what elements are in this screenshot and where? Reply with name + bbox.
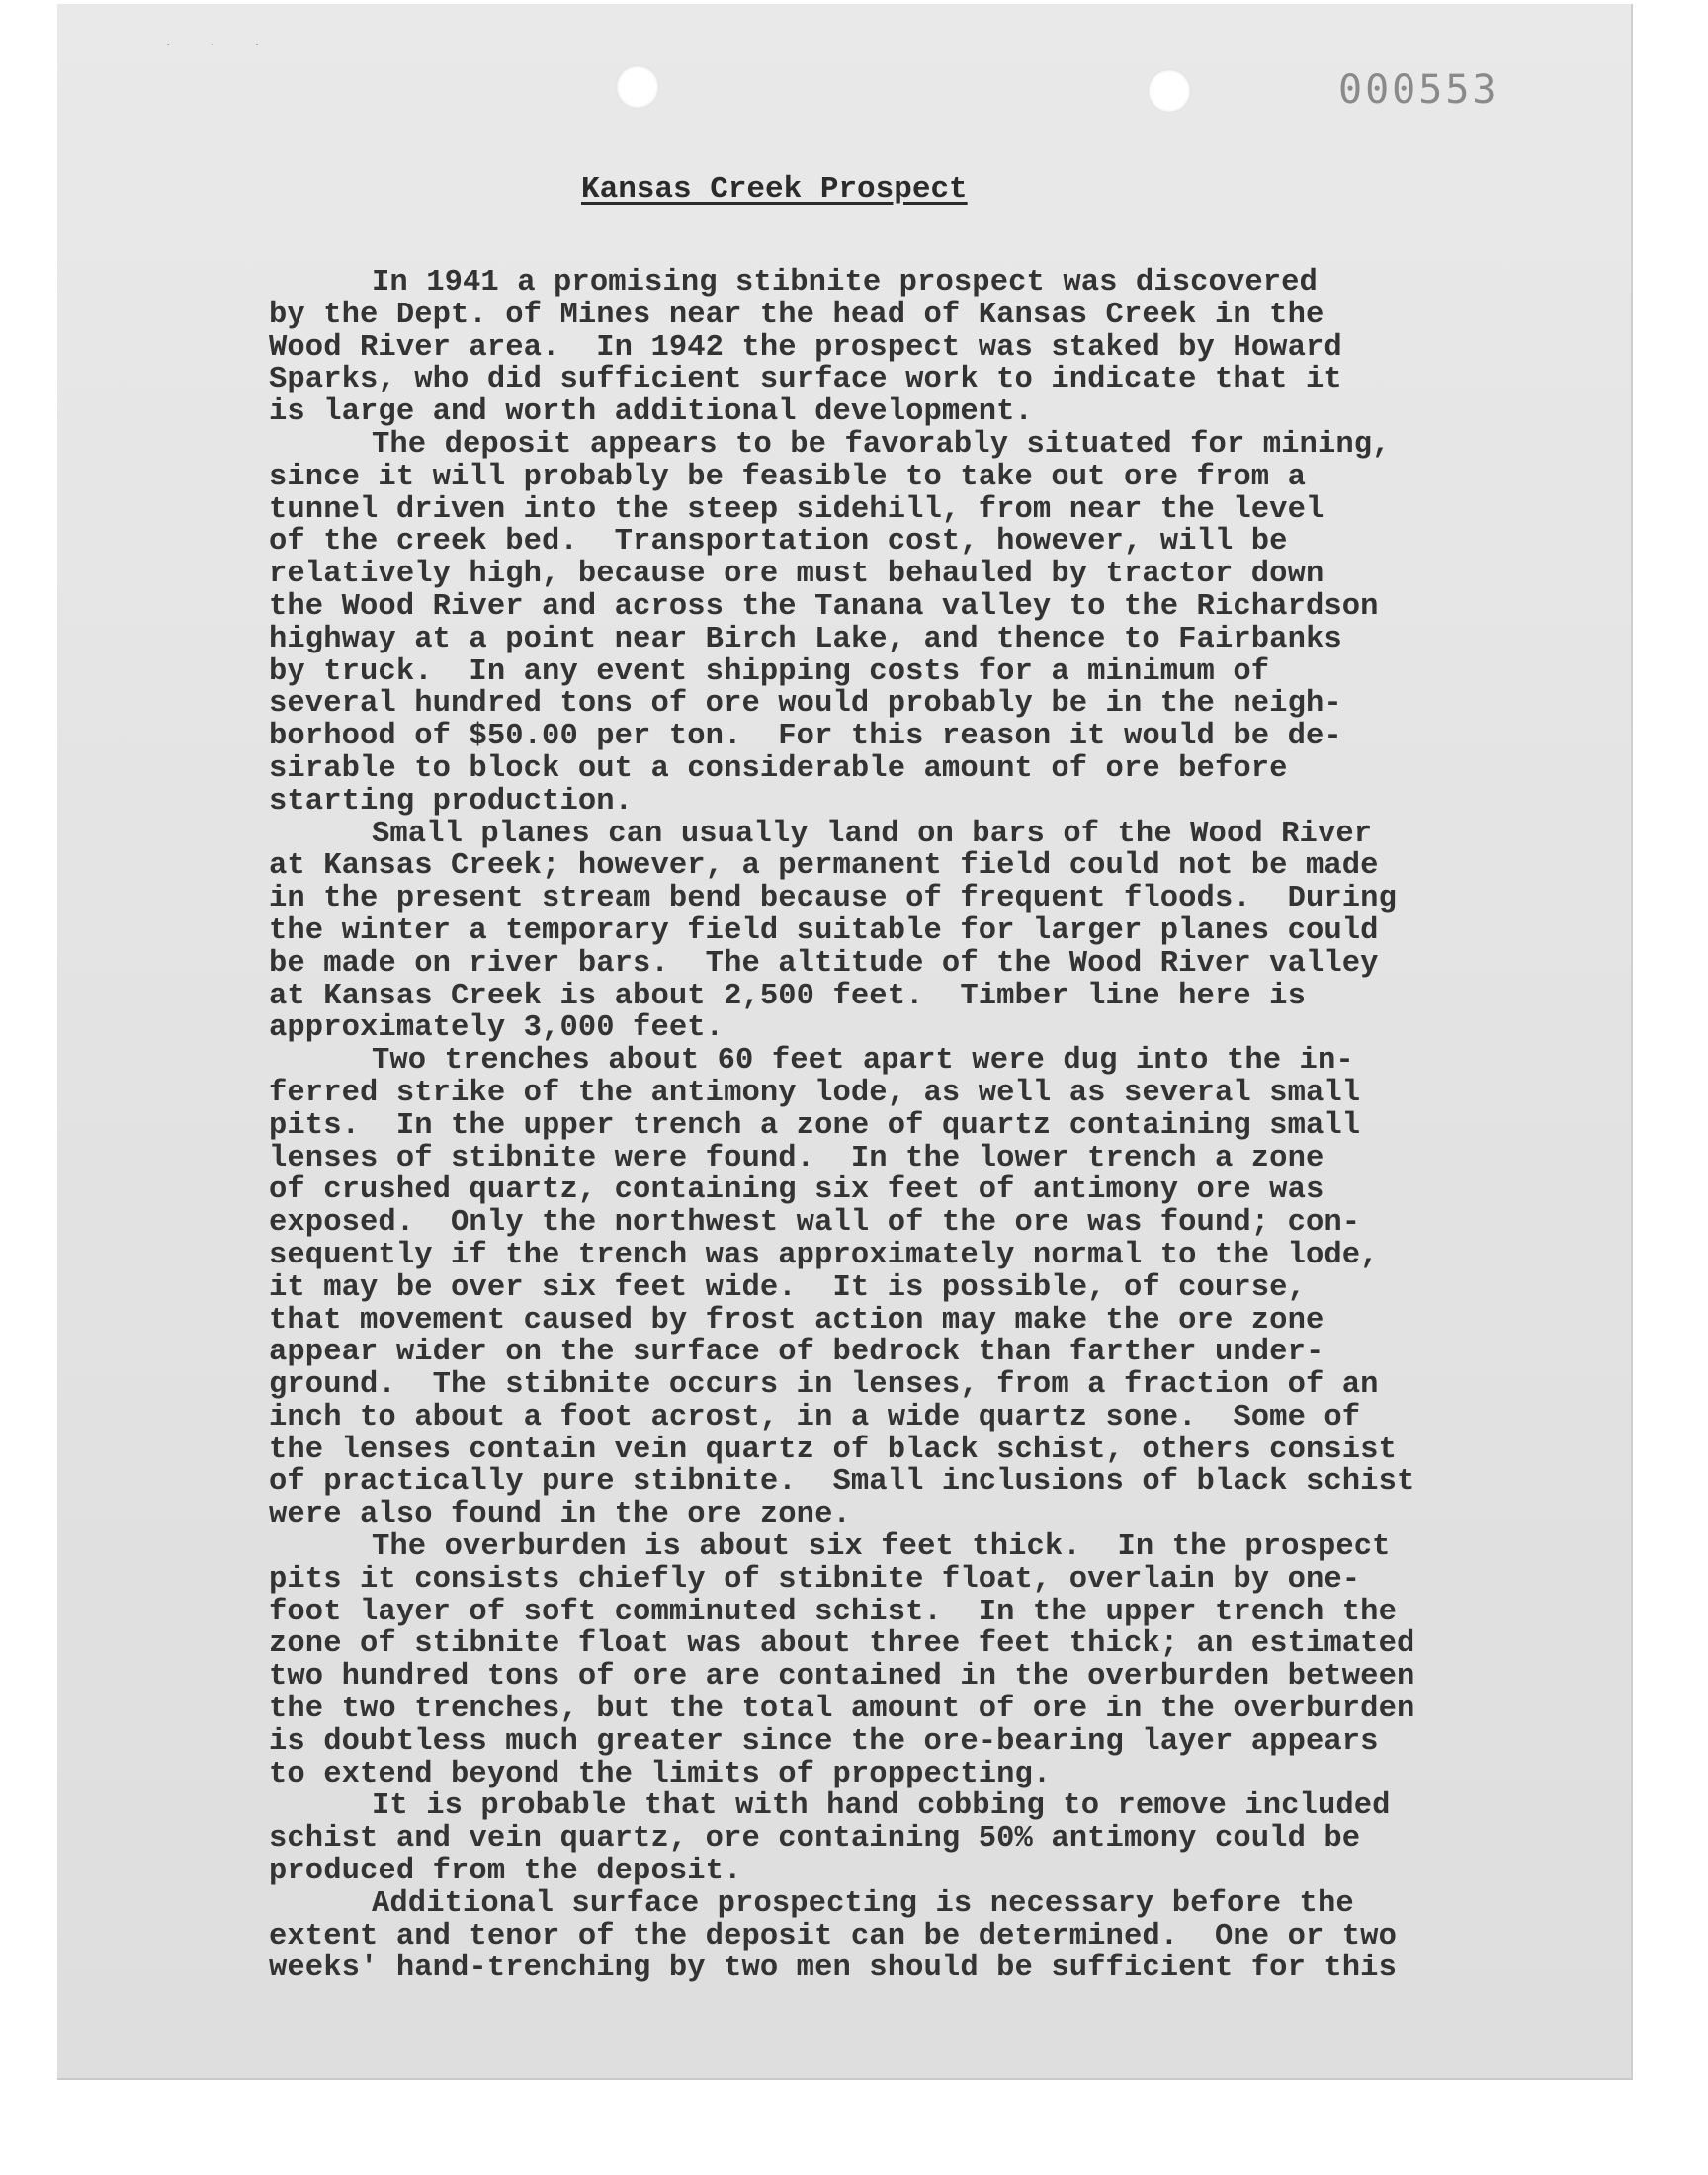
text-line: pits. In the upper trench a zone of quartz containing small bbox=[269, 1108, 1361, 1143]
text-line: borhood of $50.00 per ton. For this reason it would be de- bbox=[269, 720, 1342, 754]
text-line: appear wider on the surface of bedrock than farther under- bbox=[269, 1336, 1324, 1370]
text-line: sirable to block out a considerable amount of ore before bbox=[269, 751, 1288, 786]
text-line: highway at a point near Birch Lake, and thence to Fairbanks bbox=[269, 622, 1342, 656]
text-line: it may be over six feet wide. It is possible, of course, bbox=[269, 1270, 1306, 1305]
text-line: produced from the deposit. bbox=[269, 1855, 742, 1889]
text-line: Sparks, who did sufficient surface work to indicate that it bbox=[269, 363, 1342, 397]
text-line: Small planes can usually land on bars of the Wood River bbox=[372, 817, 1373, 851]
text-line: several hundred tons of ore would probably be in the neigh- bbox=[269, 687, 1342, 722]
text-line: by the Dept. of Mines near the head of Kansas Creek in the bbox=[269, 298, 1324, 332]
text-line: at Kansas Creek; however, a permanent field could not be made bbox=[269, 849, 1379, 884]
punch-hole-right bbox=[1148, 69, 1191, 113]
text-line: relatively high, because ore must behauled by tractor down bbox=[269, 558, 1324, 592]
text-line: schist and vein quartz, ore containing 50% antimony could be bbox=[269, 1822, 1361, 1857]
text-line: by truck. In any event shipping costs for a minimum of bbox=[269, 654, 1270, 689]
text-line: ferred strike of the antimony lode, as well as several small bbox=[269, 1076, 1361, 1110]
text-line: to extend beyond the limits of proppecting. bbox=[269, 1757, 1052, 1791]
text-line: inch to about a foot acrost, in a wide quartz sone. Some of bbox=[269, 1400, 1361, 1435]
text-line: zone of stibnite float was about three feet thick; an estimated bbox=[269, 1627, 1415, 1662]
document-number: 000553 bbox=[1338, 67, 1499, 113]
text-line: pits it consists chiefly of stibnite float, overlain by one- bbox=[269, 1562, 1361, 1597]
text-line: is doubtless much greater since the ore-bearing layer appears bbox=[269, 1724, 1379, 1759]
text-line: is large and worth additional development. bbox=[269, 395, 1033, 430]
document-body bbox=[269, 267, 1583, 1985]
text-line: extent and tenor of the deposit can be determined. One or two bbox=[269, 1919, 1397, 1954]
text-line: ground. The stibnite occurs in lenses, from a fraction of an bbox=[269, 1368, 1379, 1403]
text-line: Two trenches about 60 feet apart were dug into the in- bbox=[372, 1044, 1354, 1079]
text-line: exposed. Only the northwest wall of the ore was found; con- bbox=[269, 1206, 1361, 1241]
text-line: at Kansas Creek is about 2,500 feet. Timber line here is bbox=[269, 979, 1306, 1013]
text-line: lenses of stibnite were found. In the lower trench a zone bbox=[269, 1141, 1324, 1175]
text-line: the two trenches, but the total amount of ore in the overburden bbox=[269, 1693, 1415, 1727]
text-line: In 1941 a promising stibnite prospect was discovered bbox=[372, 266, 1318, 300]
document-title: Kansas Creek Prospect bbox=[581, 172, 968, 207]
text-line: be made on river bars. The altitude of the Wood River valley bbox=[269, 946, 1379, 981]
text-line: starting production. bbox=[269, 784, 634, 819]
text-line: The overburden is about six feet thick. In the prospect bbox=[372, 1530, 1391, 1565]
text-line: since it will probably be feasible to take out ore from a bbox=[269, 460, 1306, 494]
text-line: The deposit appears to be favorably situated for mining, bbox=[372, 427, 1391, 462]
text-line: Wood River area. In 1942 the prospect was staked by Howard bbox=[269, 330, 1342, 365]
punch-hole-left bbox=[616, 65, 659, 109]
text-line: approximately 3,000 feet. bbox=[269, 1011, 725, 1046]
scan-specks: · · · bbox=[166, 38, 278, 53]
text-line: of practically pure stibnite. Small inclusions of black schist bbox=[269, 1465, 1415, 1500]
text-line: the Wood River and across the Tanana valley to the Richardson bbox=[269, 589, 1379, 624]
text-line: in the present stream bend because of frequent floods. During bbox=[269, 882, 1397, 916]
text-line: sequently if the trench was approximately normal to the lode, bbox=[269, 1238, 1379, 1272]
text-line: tunnel driven into the steep sidehill, from near the level bbox=[269, 492, 1324, 527]
text-line: Additional surface prospecting is necessary before the bbox=[372, 1886, 1354, 1921]
text-line: of crushed quartz, containing six feet of antimony ore was bbox=[269, 1174, 1324, 1208]
text-line: the winter a temporary field suitable for larger planes could bbox=[269, 914, 1379, 948]
text-line: the lenses contain vein quartz of black schist, others consist bbox=[269, 1433, 1397, 1467]
text-line: weeks' hand-trenching by two men should be sufficient for this bbox=[269, 1952, 1397, 1986]
text-line: two hundred tons of ore are contained in the overburden between bbox=[269, 1660, 1415, 1695]
text-line: foot layer of soft comminuted schist. In the upper trench the bbox=[269, 1595, 1397, 1629]
text-line: that movement caused by frost action may make the ore zone bbox=[269, 1303, 1324, 1338]
text-line: were also found in the ore zone. bbox=[269, 1498, 851, 1532]
text-line: It is probable that with hand cobbing to remove included bbox=[372, 1789, 1391, 1824]
text-line: of the creek bed. Transportation cost, however, will be bbox=[269, 525, 1288, 560]
